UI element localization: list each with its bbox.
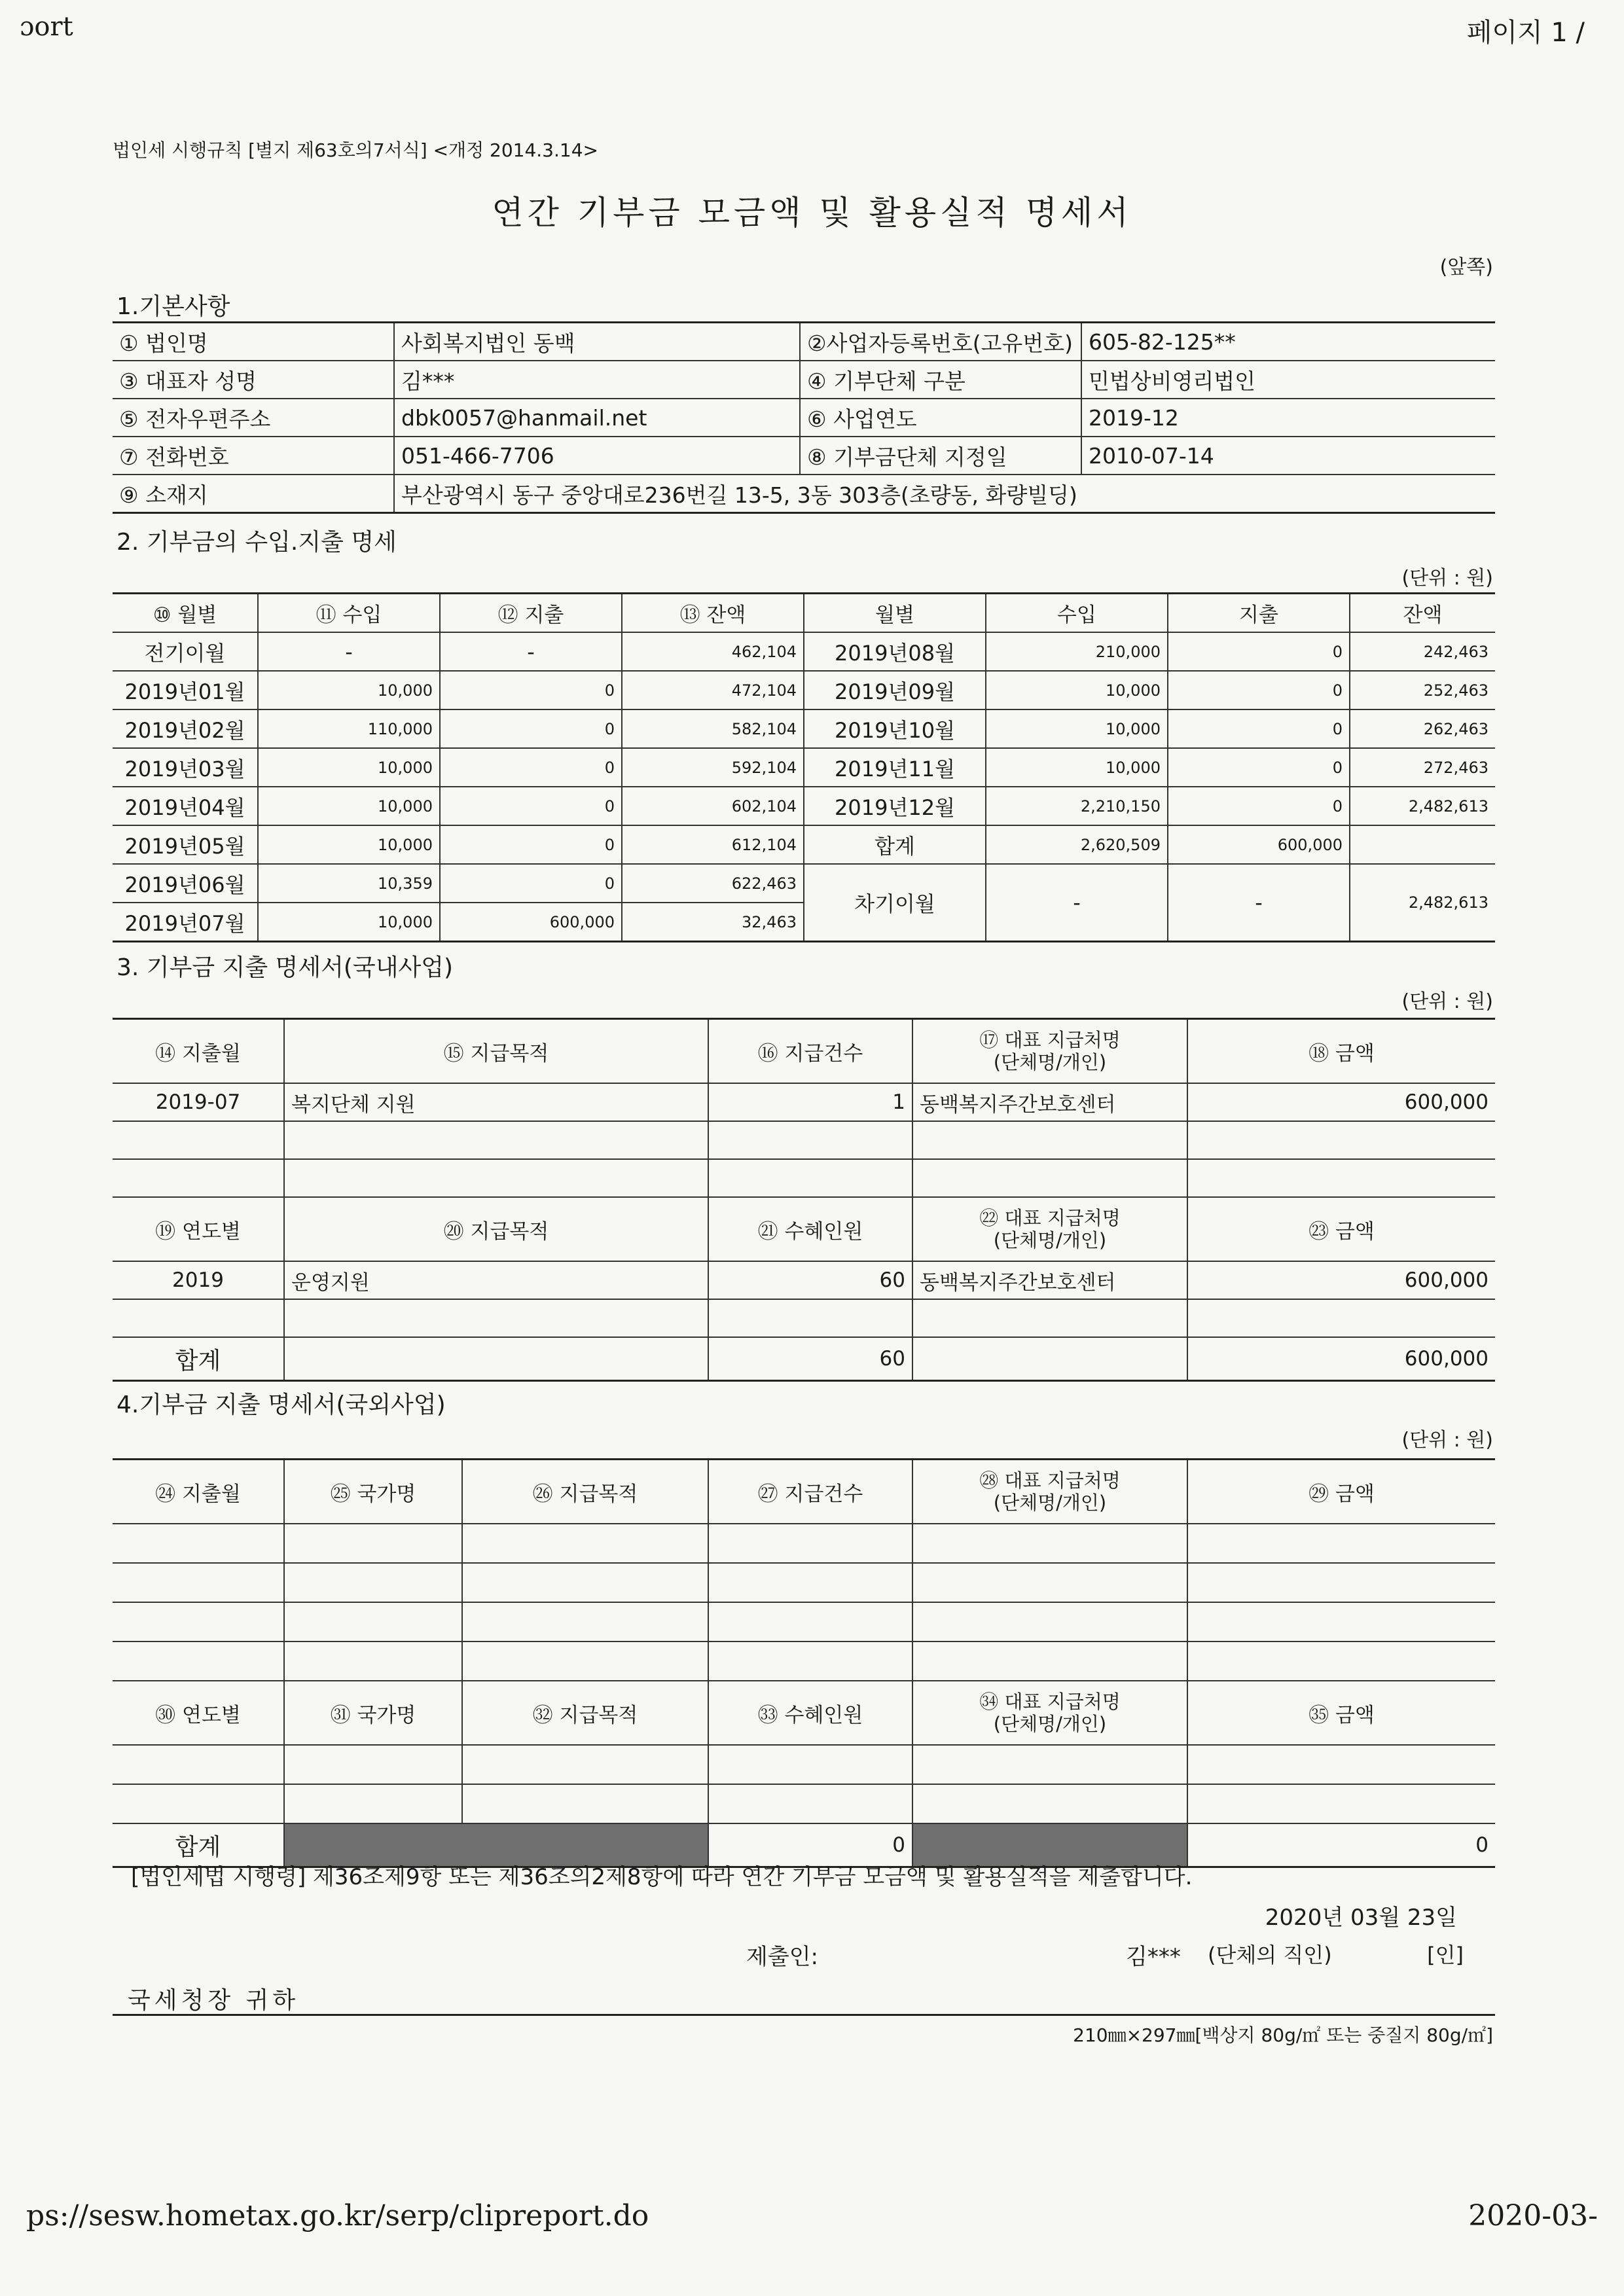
total-label: 합계	[113, 1823, 284, 1867]
total-count: 0	[708, 1823, 912, 1867]
table-row	[113, 709, 1495, 748]
col-header-line: ㉞ 대표 지급처명	[979, 1691, 1121, 1713]
section3-title: 3. 기부금 지출 명세서(국내사업)	[117, 954, 454, 981]
balance-cell: 2,482,613	[1350, 787, 1495, 825]
empty-cell	[1187, 1563, 1495, 1602]
empty-cell	[462, 1602, 708, 1641]
month-cell: 2019년03월	[113, 748, 258, 787]
submitter-name: 김***	[1126, 1944, 1181, 1970]
col-header: ⑯ 지급건수	[708, 1019, 912, 1084]
empty-cell	[912, 1563, 1187, 1602]
amount-cell	[1187, 1299, 1495, 1337]
empty-cell	[708, 1784, 912, 1823]
table-row	[113, 1563, 1495, 1602]
beneficiaries-cell: 60	[708, 1261, 912, 1299]
business-reg-no: 605-82-125**	[1081, 323, 1495, 361]
beneficiaries-cell	[708, 1299, 912, 1337]
empty-cell	[708, 1563, 912, 1602]
col-header-line: ㉘ 대표 지급처명	[979, 1469, 1121, 1492]
label-fiscal-year: ⑥ 사업연도	[800, 399, 1081, 437]
table-row	[113, 1784, 1495, 1823]
month-cell: 2019년06월	[113, 864, 258, 903]
basic-info-row	[113, 475, 1495, 513]
purpose-cell	[284, 1121, 708, 1159]
balance-cell: 612,104	[622, 825, 804, 864]
empty-cell	[1187, 1524, 1495, 1563]
amount-cell	[1187, 1159, 1495, 1197]
basic-info-row	[113, 361, 1495, 399]
recipient-cell: 동백복지주간보호센터	[912, 1261, 1187, 1299]
empty-cell	[1187, 1641, 1495, 1681]
expense-cell: 0	[440, 671, 622, 709]
donation-org-type: 민법상비영리법인	[1081, 361, 1495, 399]
col-header: ㉚ 연도별	[113, 1681, 284, 1745]
col-header: ⑬ 잔액	[622, 594, 804, 633]
purpose-cell: 운영지원	[284, 1261, 708, 1299]
col-header	[912, 1019, 1187, 1084]
col-header-line: ㉒ 대표 지급처명	[979, 1207, 1121, 1229]
col-header: ㉓ 금액	[1187, 1197, 1495, 1261]
expense-cell: 0	[1168, 709, 1350, 748]
purpose-cell	[284, 1159, 708, 1197]
table-row	[113, 1121, 1495, 1159]
carry-forward-expense: -	[1168, 864, 1350, 942]
empty-cell	[708, 1602, 912, 1641]
col-header: ⑳ 지급목적	[284, 1197, 708, 1261]
empty-cell	[1187, 1602, 1495, 1641]
empty-cell	[284, 1602, 462, 1641]
unit-label: (단위 : 원)	[1401, 567, 1493, 590]
expense-cell: 0	[440, 709, 622, 748]
table-row	[113, 1745, 1495, 1784]
expense-month-cell: 2019-07	[113, 1083, 284, 1121]
income-cell: 10,000	[258, 825, 440, 864]
expense-cell: 600,000	[440, 903, 622, 942]
empty-cell	[113, 1641, 284, 1681]
month-cell: 2019년01월	[113, 671, 258, 709]
month-cell: 2019년11월	[804, 748, 986, 787]
table-row	[113, 825, 1495, 864]
month-cell: 2019년07월	[113, 903, 258, 942]
recipient-cell	[912, 1121, 1187, 1159]
recipient-cell	[912, 1299, 1187, 1337]
divider	[113, 2014, 1495, 2016]
label-representative: ③ 대표자 성명	[113, 361, 394, 399]
overseas-expense-table	[113, 1458, 1495, 1868]
col-header: ㉟ 금액	[1187, 1681, 1495, 1745]
month-cell: 2019년09월	[804, 671, 986, 709]
col-header: ㉛ 국가명	[284, 1681, 462, 1745]
col-header: ⑭ 지출월	[113, 1019, 284, 1084]
amount-cell: 600,000	[1187, 1083, 1495, 1121]
income-cell: 10,000	[986, 671, 1168, 709]
paper-spec: 210㎜×297㎜[백상지 80g/㎡ 또는 중질지 80g/㎡]	[1073, 2024, 1493, 2046]
balance-cell: 242,463	[1350, 632, 1495, 671]
expense-cell: 0	[440, 864, 622, 903]
table-row	[113, 1641, 1495, 1681]
empty-cell	[113, 1784, 284, 1823]
table-row	[113, 1524, 1495, 1563]
table-row	[113, 632, 1495, 671]
label-email: ⑤ 전자우편주소	[113, 399, 394, 437]
amount-cell	[1187, 1121, 1495, 1159]
col-header-line: (단체명/개인)	[993, 1713, 1107, 1735]
empty-cell	[113, 1745, 284, 1784]
carry-forward-balance: 2,482,613	[1350, 864, 1495, 942]
income-cell: 10,000	[258, 787, 440, 825]
income-cell: 10,000	[258, 671, 440, 709]
expense-cell: 0	[440, 748, 622, 787]
empty-cell	[284, 1745, 462, 1784]
representative: 김***	[394, 361, 800, 399]
balance-cell: 602,104	[622, 787, 804, 825]
col-header: 수입	[986, 594, 1168, 633]
income-cell: 10,000	[258, 748, 440, 787]
col-header: ⑪ 수입	[258, 594, 440, 633]
income-cell: 2,210,150	[986, 787, 1168, 825]
empty-cell	[912, 1745, 1187, 1784]
carry-forward-income: -	[986, 864, 1168, 942]
expense-cell: 0	[1168, 748, 1350, 787]
fiscal-year: 2019-12	[1081, 399, 1495, 437]
col-header	[912, 1460, 1187, 1524]
print-date: 2020-03-	[1468, 2199, 1598, 2233]
month-cell: 2019년12월	[804, 787, 986, 825]
unit-label: (단위 : 원)	[1401, 990, 1493, 1013]
expense-month-cell	[113, 1121, 284, 1159]
page-indicator: 페이지 1 /	[1466, 18, 1585, 48]
section2-title: 2. 기부금의 수입.지출 명세	[117, 529, 397, 556]
col-header: ㉗ 지급건수	[708, 1460, 912, 1524]
empty-cell	[912, 1524, 1187, 1563]
income-cell: -	[258, 632, 440, 671]
basic-info-row	[113, 437, 1495, 475]
submission-date: 2020년 03월 23일	[1265, 1905, 1457, 1931]
expense-cell: 0	[1168, 632, 1350, 671]
balance-cell: 622,463	[622, 864, 804, 903]
balance-cell: 32,463	[622, 903, 804, 942]
col-header: ㉔ 지출월	[113, 1460, 284, 1524]
total-balance-cell	[1350, 825, 1495, 864]
col-header: ㉝ 수혜인원	[708, 1681, 912, 1745]
label-phone: ⑦ 전화번호	[113, 437, 394, 475]
empty-cell	[1187, 1745, 1495, 1784]
income-cell: 210,000	[986, 632, 1168, 671]
col-header: 잔액	[1350, 594, 1495, 633]
purpose-cell	[284, 1299, 708, 1337]
balance-cell: 262,463	[1350, 709, 1495, 748]
address: 부산광역시 동구 중앙대로236번길 13-5, 3동 303층(초량동, 화량빌딩)	[394, 475, 1495, 513]
table-header-row	[113, 594, 1495, 633]
expense-cell: -	[440, 632, 622, 671]
total-amount: 600,000	[1187, 1337, 1495, 1381]
col-header: ㉙ 금액	[1187, 1460, 1495, 1524]
balance-cell: 472,104	[622, 671, 804, 709]
balance-cell: 592,104	[622, 748, 804, 787]
submitter-role: (단체의 직인)	[1208, 1943, 1332, 1967]
table-header-row	[113, 1681, 1495, 1745]
purpose-cell: 복지단체 지원	[284, 1083, 708, 1121]
table-row	[113, 1159, 1495, 1197]
expense-month-cell	[113, 1159, 284, 1197]
month-cell: 2019년04월	[113, 787, 258, 825]
empty-cell	[462, 1745, 708, 1784]
basic-info-row	[113, 323, 1495, 361]
empty-cell	[912, 1337, 1187, 1381]
empty-cell	[462, 1524, 708, 1563]
table-header-row	[113, 1197, 1495, 1261]
email: dbk0057@hanmail.net	[394, 399, 800, 437]
empty-cell	[708, 1641, 912, 1681]
total-amount: 0	[1187, 1823, 1495, 1867]
empty-cell	[708, 1745, 912, 1784]
balance-cell: 582,104	[622, 709, 804, 748]
label-business-reg-no: ②사업자등록번호(고유번호)	[800, 323, 1081, 361]
unit-label: (단위 : 원)	[1401, 1429, 1493, 1452]
count-cell: 1	[708, 1083, 912, 1121]
income-cell: 10,359	[258, 864, 440, 903]
col-header: ⑲ 연도별	[113, 1197, 284, 1261]
label-address: ⑨ 소재지	[113, 475, 394, 513]
col-header: ⑱ 금액	[1187, 1019, 1495, 1084]
income-cell: 10,000	[986, 709, 1168, 748]
section1-title: 1.기본사항	[117, 293, 230, 320]
front-label: (앞쪽)	[1439, 256, 1493, 279]
submission-statement: [법인세법 시행령] 제36조제9항 또는 제36조의2제8항에 따라 연간 기부금 모금액 및 활용실적을 제출합니다.	[131, 1864, 1193, 1890]
empty-cell	[912, 1602, 1187, 1641]
table-row	[113, 1261, 1495, 1299]
empty-cell	[113, 1563, 284, 1602]
table-row	[113, 1602, 1495, 1641]
col-header: ㉜ 지급목적	[462, 1681, 708, 1745]
col-header: ㉕ 국가명	[284, 1460, 462, 1524]
table-row	[113, 671, 1495, 709]
month-cell: 2019년02월	[113, 709, 258, 748]
empty-cell	[912, 1784, 1187, 1823]
col-header	[912, 1681, 1187, 1745]
balance-cell: 252,463	[1350, 671, 1495, 709]
empty-cell	[284, 1524, 462, 1563]
table-header-row	[113, 1460, 1495, 1524]
month-cell: 2019년05월	[113, 825, 258, 864]
browser-header-left: ɔort	[20, 12, 73, 42]
carry-forward-label: 차기이월	[804, 864, 986, 942]
expense-cell: 0	[440, 787, 622, 825]
income-cell: 10,000	[258, 903, 440, 942]
label-donation-org-type: ④ 기부단체 구분	[800, 361, 1081, 399]
total-label: 합계	[113, 1337, 284, 1381]
recipient-cell	[912, 1159, 1187, 1197]
empty-cell	[462, 1641, 708, 1681]
total-income-cell: 2,620,509	[986, 825, 1168, 864]
expense-cell: 0	[440, 825, 622, 864]
table-row	[113, 1083, 1495, 1121]
empty-cell	[284, 1784, 462, 1823]
page-title: 연간 기부금 모금액 및 활용실적 명세서	[492, 194, 1132, 232]
phone: 051-466-7706	[394, 437, 800, 475]
table-row	[113, 748, 1495, 787]
col-header: ⑮ 지급목적	[284, 1019, 708, 1084]
balance-cell: 272,463	[1350, 748, 1495, 787]
col-header: 지출	[1168, 594, 1350, 633]
label-corp-name: ① 법인명	[113, 323, 394, 361]
month-cell: 전기이월	[113, 632, 258, 671]
total-expense-cell: 600,000	[1168, 825, 1350, 864]
year-cell	[113, 1299, 284, 1337]
col-header: ㉖ 지급목적	[462, 1460, 708, 1524]
table-row	[113, 864, 1495, 903]
col-header: ⑩ 월별	[113, 594, 258, 633]
expense-cell: 0	[1168, 671, 1350, 709]
domestic-expense-table	[113, 1018, 1495, 1382]
empty-cell	[462, 1563, 708, 1602]
recipient: 국세청장 귀하	[128, 1987, 300, 2014]
empty-cell	[912, 1641, 1187, 1681]
col-header: ㉑ 수혜인원	[708, 1197, 912, 1261]
section4-title: 4.기부금 지출 명세서(국외사업)	[117, 1391, 446, 1418]
month-cell: 2019년10월	[804, 709, 986, 748]
col-header: ⑫ 지출	[440, 594, 622, 633]
year-cell: 2019	[113, 1261, 284, 1299]
table-row	[113, 1299, 1495, 1337]
income-cell: 10,000	[986, 748, 1168, 787]
empty-cell	[284, 1563, 462, 1602]
empty-cell	[462, 1784, 708, 1823]
expense-cell: 0	[1168, 787, 1350, 825]
table-header-row	[113, 1019, 1495, 1084]
empty-cell	[708, 1524, 912, 1563]
designation-date: 2010-07-14	[1081, 437, 1495, 475]
col-header: 월별	[804, 594, 986, 633]
table-row	[113, 787, 1495, 825]
empty-cell	[1187, 1784, 1495, 1823]
col-header	[912, 1197, 1187, 1261]
recipient-cell: 동백복지주간보호센터	[912, 1083, 1187, 1121]
form-basis: 법인세 시행규칙 [별지 제63호의7서식] <개정 2014.3.14>	[113, 139, 598, 161]
basic-info-row	[113, 399, 1495, 437]
total-label-cell: 합계	[804, 825, 986, 864]
count-cell	[708, 1121, 912, 1159]
submitter-label: 제출인:	[746, 1944, 818, 1970]
count-cell	[708, 1159, 912, 1197]
seal-mark: [인]	[1427, 1943, 1464, 1967]
col-header-line: (단체명/개인)	[993, 1229, 1107, 1251]
income-cell: 110,000	[258, 709, 440, 748]
basic-info-table	[113, 321, 1495, 514]
total-row	[113, 1337, 1495, 1381]
col-header-line: (단체명/개인)	[993, 1051, 1107, 1073]
empty-cell	[284, 1337, 708, 1381]
label-designation-date: ⑧ 기부금단체 지정일	[800, 437, 1081, 475]
col-header-line: (단체명/개인)	[993, 1492, 1107, 1514]
col-header-line: ⑰ 대표 지급처명	[979, 1029, 1121, 1051]
empty-cell	[113, 1602, 284, 1641]
total-count: 60	[708, 1337, 912, 1381]
amount-cell: 600,000	[1187, 1261, 1495, 1299]
page-url: ps://sesw.hometax.go.kr/serp/clipreport.do	[26, 2199, 649, 2233]
income-expense-table	[113, 592, 1495, 942]
corp-name: 사회복지법인 동백	[394, 323, 800, 361]
balance-cell: 462,104	[622, 632, 804, 671]
month-cell: 2019년08월	[804, 632, 986, 671]
empty-cell	[284, 1641, 462, 1681]
empty-cell	[113, 1524, 284, 1563]
